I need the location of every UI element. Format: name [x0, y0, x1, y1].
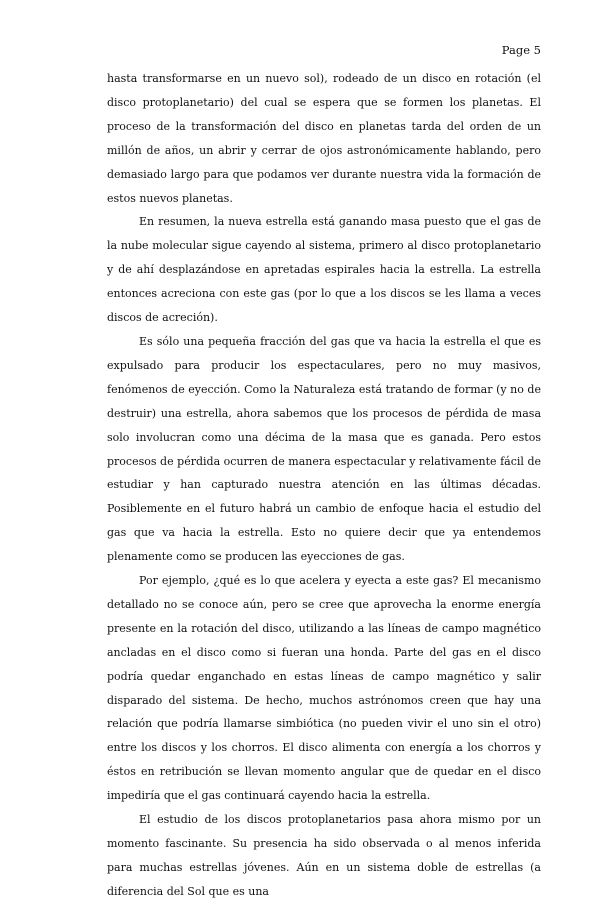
page-number: Page 5	[501, 43, 541, 57]
paragraph-disks: El estudio de los discos protoplanetarios pasa ahora mismo por un momento fascinante. Su presencia ha sido observada o al menos inferida para muchas estrellas jóvenes. Aún en un sistema doble de estrellas (a diferencia del Sol que es una	[107, 813, 541, 898]
body-text	[107, 67, 541, 904]
paragraph-ejection: Es sólo una pequeña fracción del gas que va hacia la estrella el que es expulsado para producir los espectaculares, pero no muy masivos, fenómenos de eyección. Como la Naturaleza está tratando de formar (y no de destruir) una estrella, ahora sabemos que los procesos de pérdida de masa solo involucran como una décima de la masa que es ganada. Pero estos procesos de pérdida ocurren de manera espectacular y relativamente fácil de estudiar y han capturado nuestra atención en las últimas décadas. Posiblemente en el futuro habrá un cambio de enfoque hacia el estudio del gas que va hacia la estrella. Esto no quiere decir que ya entendemos plenamente como se producen las eyecciones de gas.	[107, 334, 541, 564]
paragraph-continuation: hasta transformarse en un nuevo sol), rodeado de un disco en rotación (el disco protoplanetario) del cual se espera que se formen los planetas. El proceso de la transformación del disco en planetas tarda del orden de un millón de años, un abrir y cerrar de ojos astronómicamente hablando, pero demasiado largo para que podamos ver durante nuestra vida la formación de estos nuevos planetas.	[107, 72, 541, 205]
paragraph-mechanism: Por ejemplo, ¿qué es lo que acelera y eyecta a este gas? El mecanismo detallado no se conoce aún, pero se cree que aprovecha la enorme energía presente en la rotación del disco, utilizando a las líneas de campo magnético ancladas en el disco como si fueran una honda. Parte del gas en el disco podría quedar enganchado en estas líneas de campo magnético y salir disparado del sistema. De hecho, muchos astrónomos creen que hay una relación que podría llamarse simbiótica (no pueden vivir el uno sin el otro) entre los discos y los chorros. El disco alimenta con energía a los chorros y éstos en retribución se llevan momento angular que de quedar en el disco impediría que el gas continuará cayendo hacia la estrella.	[107, 574, 541, 803]
paragraph-summary: En resumen, la nueva estrella está ganando masa puesto que el gas de la nube molecular sigue cayendo al sistema, primero al disco protoplanetario y de ahí desplazándose en apretadas espirales hacia la estrella. La estrella entonces acreciona con este gas (por lo que a los discos se les llama a veces discos de acreción).	[107, 215, 541, 325]
